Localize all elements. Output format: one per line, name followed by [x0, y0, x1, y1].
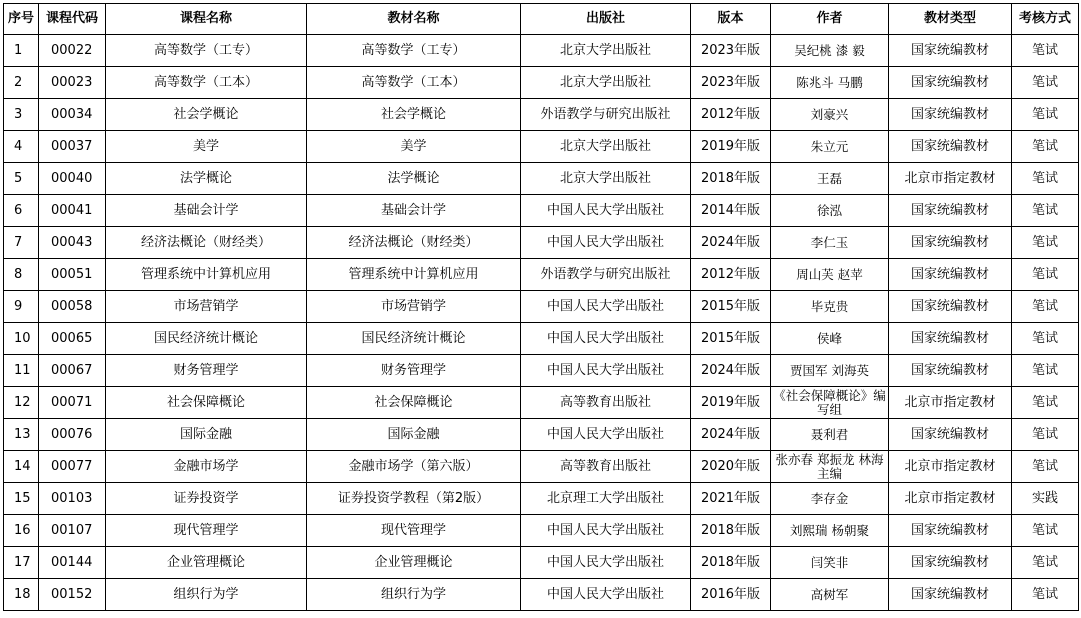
table-row	[4, 99, 1079, 131]
cell-edition: 2019年版	[691, 131, 771, 163]
cell-textbook-type: 北京市指定教材	[889, 163, 1012, 195]
cell-index: 7	[4, 227, 39, 259]
cell-publisher: 中国人民大学出版社	[521, 547, 691, 579]
cell-course-name: 现代管理学	[106, 515, 307, 547]
cell-exam-method: 笔试	[1012, 163, 1079, 195]
cell-course-code: 00043	[39, 227, 106, 259]
cell-course-code: 00037	[39, 131, 106, 163]
cell-course-code: 00051	[39, 259, 106, 291]
cell-index: 17	[4, 547, 39, 579]
cell-publisher: 北京大学出版社	[521, 35, 691, 67]
cell-course-code: 00076	[39, 419, 106, 451]
cell-textbook-type: 国家统编教材	[889, 259, 1012, 291]
table-row	[4, 387, 1079, 419]
cell-index: 18	[4, 579, 39, 611]
table-row	[4, 163, 1079, 195]
cell-edition: 2018年版	[691, 515, 771, 547]
cell-author: 张亦春 郑振龙 林海主编	[771, 451, 889, 483]
cell-edition: 2021年版	[691, 483, 771, 515]
cell-edition: 2023年版	[691, 35, 771, 67]
cell-edition: 2015年版	[691, 323, 771, 355]
table-row	[4, 195, 1079, 227]
cell-course-name: 组织行为学	[106, 579, 307, 611]
cell-textbook-type: 国家统编教材	[889, 547, 1012, 579]
cell-exam-method: 笔试	[1012, 67, 1079, 99]
table-row	[4, 483, 1079, 515]
cell-course-code: 00144	[39, 547, 106, 579]
cell-textbook-type: 国家统编教材	[889, 227, 1012, 259]
textbook-table	[3, 3, 1079, 611]
cell-course-name: 市场营销学	[106, 291, 307, 323]
cell-textbook-type: 国家统编教材	[889, 355, 1012, 387]
cell-edition: 2016年版	[691, 579, 771, 611]
cell-course-name: 国际金融	[106, 419, 307, 451]
cell-textbook-type: 北京市指定教材	[889, 387, 1012, 419]
cell-publisher: 高等教育出版社	[521, 387, 691, 419]
cell-textbook-type: 国家统编教材	[889, 291, 1012, 323]
header-course-name: 课程名称	[106, 4, 307, 35]
cell-exam-method: 笔试	[1012, 259, 1079, 291]
cell-textbook-name: 金融市场学（第六版）	[307, 451, 521, 483]
cell-author: 刘豪兴	[771, 99, 889, 131]
cell-course-name: 财务管理学	[106, 355, 307, 387]
cell-publisher: 中国人民大学出版社	[521, 291, 691, 323]
header-exam-method: 考核方式	[1012, 4, 1079, 35]
cell-publisher: 北京大学出版社	[521, 163, 691, 195]
cell-exam-method: 笔试	[1012, 131, 1079, 163]
cell-publisher: 高等教育出版社	[521, 451, 691, 483]
cell-course-name: 社会学概论	[106, 99, 307, 131]
cell-exam-method: 笔试	[1012, 291, 1079, 323]
cell-publisher: 中国人民大学出版社	[521, 323, 691, 355]
table-row	[4, 227, 1079, 259]
cell-edition: 2015年版	[691, 291, 771, 323]
table-row	[4, 515, 1079, 547]
cell-textbook-name: 市场营销学	[307, 291, 521, 323]
cell-index: 1	[4, 35, 39, 67]
cell-index: 14	[4, 451, 39, 483]
cell-course-code: 00023	[39, 67, 106, 99]
cell-exam-method: 笔试	[1012, 195, 1079, 227]
cell-index: 15	[4, 483, 39, 515]
cell-exam-method: 笔试	[1012, 99, 1079, 131]
cell-exam-method: 笔试	[1012, 451, 1079, 483]
cell-index: 12	[4, 387, 39, 419]
cell-textbook-name: 国际金融	[307, 419, 521, 451]
cell-edition: 2018年版	[691, 163, 771, 195]
cell-index: 5	[4, 163, 39, 195]
cell-exam-method: 笔试	[1012, 419, 1079, 451]
cell-exam-method: 实践	[1012, 483, 1079, 515]
cell-course-name: 企业管理概论	[106, 547, 307, 579]
cell-textbook-name: 社会保障概论	[307, 387, 521, 419]
cell-edition: 2012年版	[691, 99, 771, 131]
cell-publisher: 中国人民大学出版社	[521, 579, 691, 611]
cell-author: 李存金	[771, 483, 889, 515]
cell-publisher: 外语教学与研究出版社	[521, 99, 691, 131]
cell-course-name: 高等数学（工专）	[106, 35, 307, 67]
table-row	[4, 451, 1079, 483]
cell-author: 闫笑非	[771, 547, 889, 579]
cell-author: 吴纪桃 漆 毅	[771, 35, 889, 67]
cell-author: 毕克贵	[771, 291, 889, 323]
cell-index: 11	[4, 355, 39, 387]
table-row	[4, 35, 1079, 67]
cell-index: 13	[4, 419, 39, 451]
cell-index: 3	[4, 99, 39, 131]
table-row	[4, 323, 1079, 355]
cell-exam-method: 笔试	[1012, 35, 1079, 67]
cell-author: 《社会保障概论》编写组	[771, 387, 889, 419]
cell-exam-method: 笔试	[1012, 579, 1079, 611]
cell-edition: 2024年版	[691, 419, 771, 451]
header-author: 作者	[771, 4, 889, 35]
cell-index: 9	[4, 291, 39, 323]
cell-exam-method: 笔试	[1012, 547, 1079, 579]
table-row	[4, 131, 1079, 163]
table-row	[4, 579, 1079, 611]
table-row	[4, 547, 1079, 579]
cell-publisher: 中国人民大学出版社	[521, 355, 691, 387]
cell-textbook-name: 社会学概论	[307, 99, 521, 131]
cell-exam-method: 笔试	[1012, 323, 1079, 355]
cell-author: 高树军	[771, 579, 889, 611]
cell-textbook-type: 国家统编教材	[889, 35, 1012, 67]
cell-course-name: 法学概论	[106, 163, 307, 195]
cell-edition: 2018年版	[691, 547, 771, 579]
cell-index: 8	[4, 259, 39, 291]
cell-textbook-name: 基础会计学	[307, 195, 521, 227]
cell-publisher: 中国人民大学出版社	[521, 195, 691, 227]
table-row	[4, 355, 1079, 387]
cell-textbook-name: 管理系统中计算机应用	[307, 259, 521, 291]
cell-exam-method: 笔试	[1012, 515, 1079, 547]
cell-index: 6	[4, 195, 39, 227]
cell-course-code: 00103	[39, 483, 106, 515]
cell-course-code: 00022	[39, 35, 106, 67]
cell-textbook-name: 法学概论	[307, 163, 521, 195]
cell-course-code: 00107	[39, 515, 106, 547]
cell-author: 周山芙 赵苹	[771, 259, 889, 291]
cell-author: 徐泓	[771, 195, 889, 227]
cell-author: 陈兆斗 马鹏	[771, 67, 889, 99]
cell-course-code: 00041	[39, 195, 106, 227]
cell-course-code: 00071	[39, 387, 106, 419]
cell-index: 4	[4, 131, 39, 163]
cell-textbook-name: 经济法概论（财经类）	[307, 227, 521, 259]
cell-author: 刘熙瑞 杨朝聚	[771, 515, 889, 547]
cell-textbook-type: 国家统编教材	[889, 579, 1012, 611]
cell-course-name: 基础会计学	[106, 195, 307, 227]
cell-exam-method: 笔试	[1012, 227, 1079, 259]
cell-course-code: 00077	[39, 451, 106, 483]
cell-edition: 2024年版	[691, 355, 771, 387]
cell-course-code: 00152	[39, 579, 106, 611]
cell-textbook-name: 组织行为学	[307, 579, 521, 611]
cell-textbook-name: 证券投资学教程（第2版）	[307, 483, 521, 515]
cell-author: 侯峰	[771, 323, 889, 355]
cell-textbook-name: 财务管理学	[307, 355, 521, 387]
header-row	[4, 4, 1079, 35]
cell-textbook-name: 高等数学（工专）	[307, 35, 521, 67]
cell-textbook-name: 企业管理概论	[307, 547, 521, 579]
cell-author: 朱立元	[771, 131, 889, 163]
header-textbook-type: 教材类型	[889, 4, 1012, 35]
cell-textbook-type: 北京市指定教材	[889, 483, 1012, 515]
cell-course-code: 00040	[39, 163, 106, 195]
cell-author: 聂利君	[771, 419, 889, 451]
cell-index: 10	[4, 323, 39, 355]
cell-textbook-type: 国家统编教材	[889, 419, 1012, 451]
cell-edition: 2019年版	[691, 387, 771, 419]
cell-course-name: 社会保障概论	[106, 387, 307, 419]
cell-course-code: 00034	[39, 99, 106, 131]
header-publisher: 出版社	[521, 4, 691, 35]
table-row	[4, 259, 1079, 291]
cell-exam-method: 笔试	[1012, 355, 1079, 387]
table-row	[4, 291, 1079, 323]
table-row	[4, 419, 1079, 451]
cell-course-name: 经济法概论（财经类）	[106, 227, 307, 259]
cell-textbook-name: 高等数学（工本）	[307, 67, 521, 99]
cell-course-name: 国民经济统计概论	[106, 323, 307, 355]
cell-course-name: 金融市场学	[106, 451, 307, 483]
cell-edition: 2023年版	[691, 67, 771, 99]
cell-publisher: 北京大学出版社	[521, 67, 691, 99]
cell-author: 李仁玉	[771, 227, 889, 259]
cell-textbook-type: 国家统编教材	[889, 99, 1012, 131]
cell-course-code: 00067	[39, 355, 106, 387]
cell-textbook-type: 北京市指定教材	[889, 451, 1012, 483]
header-edition: 版本	[691, 4, 771, 35]
cell-publisher: 北京大学出版社	[521, 131, 691, 163]
table-row	[4, 67, 1079, 99]
cell-publisher: 外语教学与研究出版社	[521, 259, 691, 291]
cell-index: 16	[4, 515, 39, 547]
cell-course-name: 美学	[106, 131, 307, 163]
cell-textbook-type: 国家统编教材	[889, 195, 1012, 227]
cell-publisher: 北京理工大学出版社	[521, 483, 691, 515]
cell-edition: 2024年版	[691, 227, 771, 259]
cell-edition: 2012年版	[691, 259, 771, 291]
cell-edition: 2014年版	[691, 195, 771, 227]
cell-textbook-type: 国家统编教材	[889, 67, 1012, 99]
cell-textbook-type: 国家统编教材	[889, 131, 1012, 163]
header-textbook-name: 教材名称	[307, 4, 521, 35]
cell-exam-method: 笔试	[1012, 387, 1079, 419]
cell-course-name: 高等数学（工本）	[106, 67, 307, 99]
cell-textbook-name: 美学	[307, 131, 521, 163]
cell-textbook-name: 国民经济统计概论	[307, 323, 521, 355]
cell-course-code: 00065	[39, 323, 106, 355]
cell-textbook-type: 国家统编教材	[889, 323, 1012, 355]
cell-course-name: 管理系统中计算机应用	[106, 259, 307, 291]
cell-course-name: 证券投资学	[106, 483, 307, 515]
cell-course-code: 00058	[39, 291, 106, 323]
cell-publisher: 中国人民大学出版社	[521, 515, 691, 547]
cell-textbook-name: 现代管理学	[307, 515, 521, 547]
cell-publisher: 中国人民大学出版社	[521, 419, 691, 451]
cell-author: 贾国军 刘海英	[771, 355, 889, 387]
cell-edition: 2020年版	[691, 451, 771, 483]
header-index: 序号	[4, 4, 39, 35]
cell-publisher: 中国人民大学出版社	[521, 227, 691, 259]
cell-textbook-type: 国家统编教材	[889, 515, 1012, 547]
header-course-code: 课程代码	[39, 4, 106, 35]
cell-index: 2	[4, 67, 39, 99]
cell-author: 王磊	[771, 163, 889, 195]
